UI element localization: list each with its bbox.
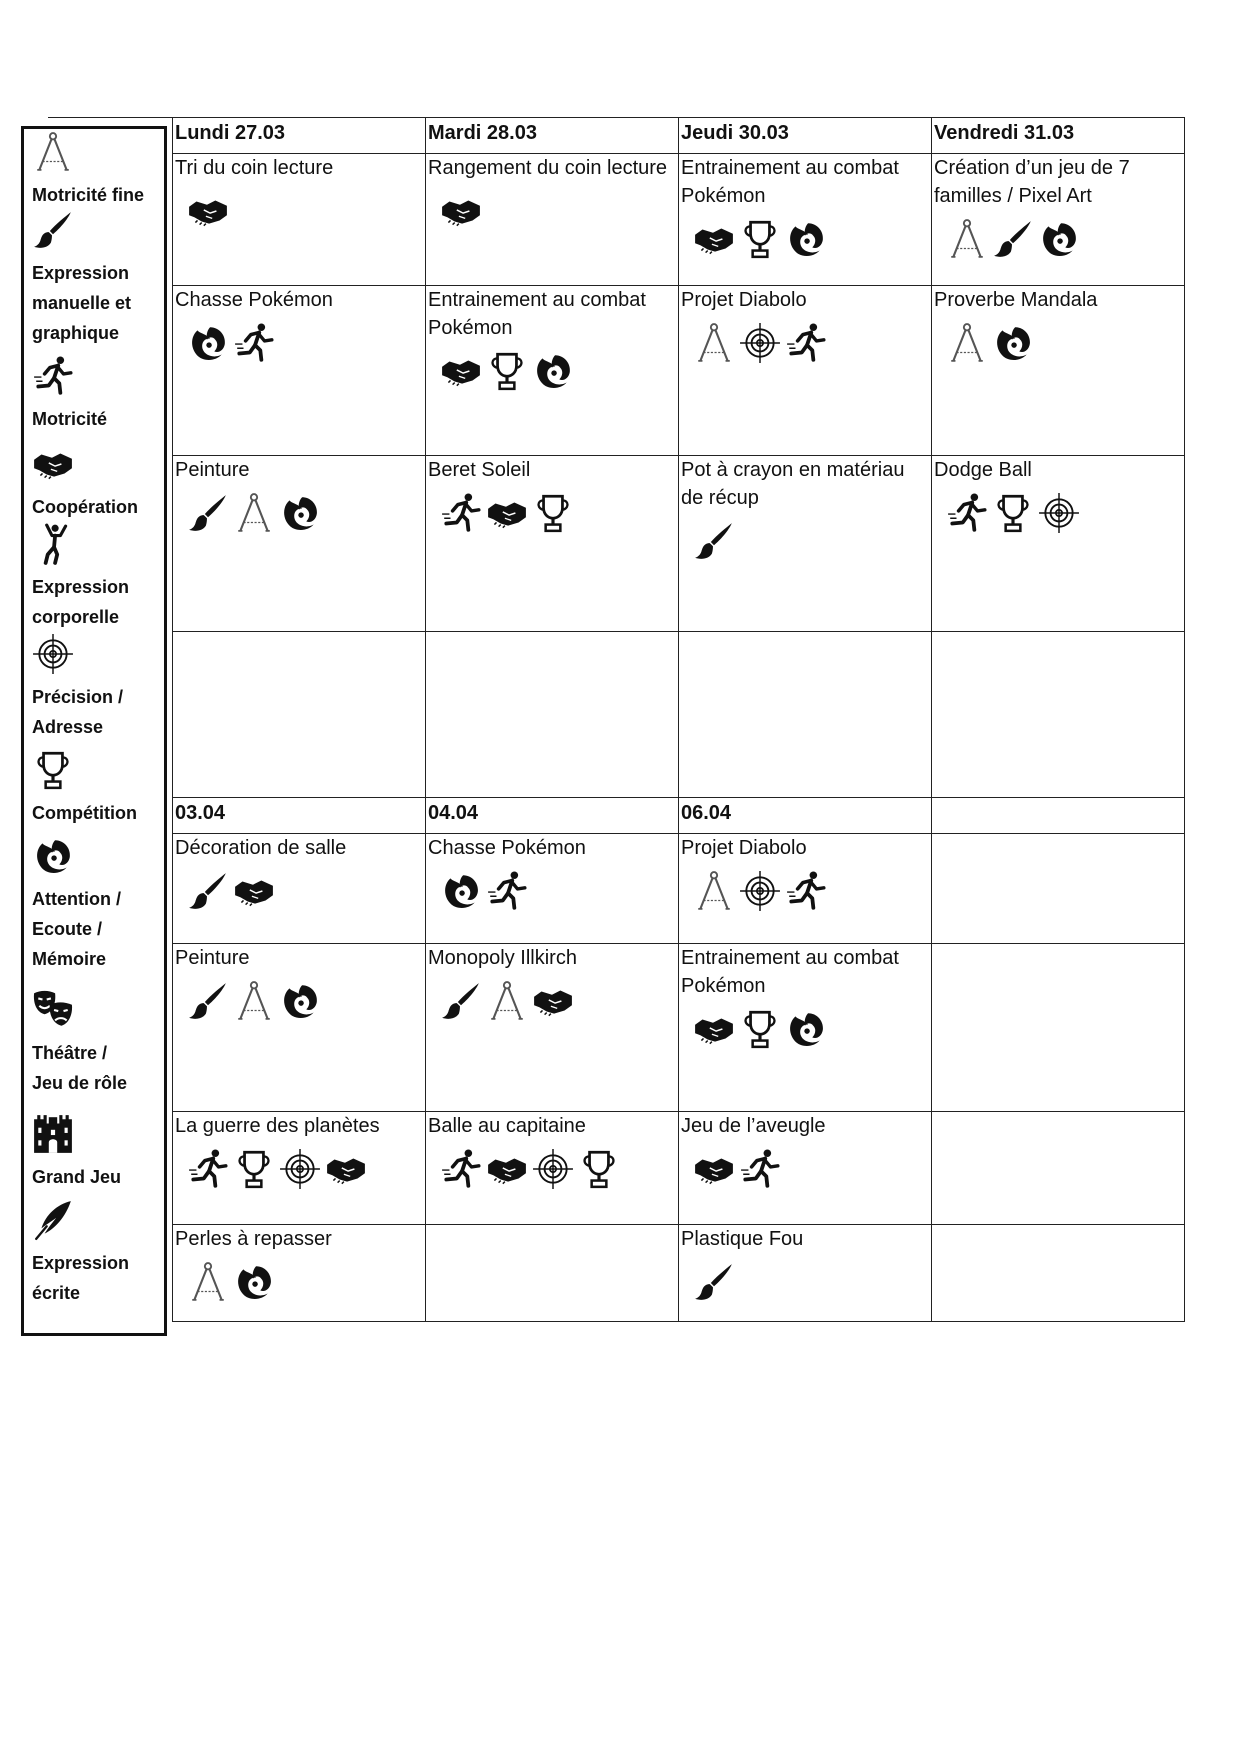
table-row [173,1112,1185,1225]
handshake-icon [486,1148,528,1190]
activity-title: La guerre des planètes [175,1115,380,1137]
activity-cell [679,456,932,632]
legend-item [32,835,164,974]
handshake-icon [440,350,482,392]
runner-icon [440,1148,482,1190]
swirl-icon [785,218,827,260]
activity-icons [175,870,423,912]
activity-cell [426,834,679,944]
activity-title: Entrainement au combat Pokémon [681,157,899,207]
activity-title: Proverbe Mandala [934,289,1098,311]
target-icon [1038,492,1080,534]
day-header: Mardi 28.03 [426,118,679,154]
runner-icon [785,870,827,912]
legend-label: Grand Jeu [32,1167,122,1187]
legend-item [32,131,164,210]
day-header: 03.04 [173,798,426,834]
activity-title: Dodge Ball [934,459,1032,481]
handshake-icon [32,443,164,490]
activity-title: Rangement du coin lecture [428,157,668,179]
legend-item [32,355,164,434]
activity-cell [426,1112,679,1225]
table-row [173,834,1185,944]
paintbrush-icon [187,870,229,912]
activity-cell [426,632,679,798]
legend-item [32,523,164,632]
handshake-icon [187,190,229,232]
activity-cell [932,1112,1185,1225]
activity-icons [428,350,676,392]
runner-icon [785,322,827,364]
day-header: Vendredi 31.03 [932,118,1185,154]
activity-icons [428,870,676,912]
activity-icons [428,492,676,534]
table-row [173,154,1185,286]
activity-icons [681,1148,929,1190]
target-icon [32,633,164,680]
runner-icon [739,1148,781,1190]
activity-cell [679,834,932,944]
swirl-icon [279,980,321,1022]
swirl-icon [233,1261,275,1303]
activity-cell [932,1225,1185,1322]
legend-label: Compétition [32,803,137,823]
activity-cell [173,456,426,632]
handshake-icon [486,492,528,534]
handshake-icon [693,218,735,260]
day-header: 06.04 [679,798,932,834]
activity-title: Plastique Fou [681,1228,804,1250]
activity-icons [681,870,929,912]
activity-icons [681,1008,929,1050]
legend-item [32,749,164,828]
table-row [173,286,1185,456]
handshake-icon [693,1008,735,1050]
paintbrush-icon [187,492,229,534]
compass-icon [233,980,275,1022]
target-icon [279,1148,321,1190]
activity-title: Tri du coin lecture [175,157,334,179]
activity-title: Beret Soleil [428,459,531,481]
paintbrush-icon [440,980,482,1022]
legend-label: Coopération [32,497,138,517]
schedule-table [172,117,1185,1322]
activity-title: Création d’un jeu de 7 familles / Pixel Art [934,157,1130,207]
table-row [173,456,1185,632]
runner-icon [440,492,482,534]
activity-cell [932,944,1185,1112]
activity-icons [428,980,676,1022]
activity-title: Monopoly Illkirch [428,947,577,969]
activity-cell [173,834,426,944]
swirl-icon [785,1008,827,1050]
swirl-icon [187,322,229,364]
activity-title: Entrainement au combat Pokémon [681,947,899,997]
compass-icon [693,870,735,912]
activity-title: Entrainement au combat Pokémon [428,289,646,339]
activity-title: Jeu de l’aveugle [681,1115,826,1137]
legend-item [32,1199,164,1308]
trophy-icon [739,1008,781,1050]
table-row [173,632,1185,798]
activity-cell [173,1225,426,1322]
activity-icons [681,520,929,562]
castle-icon [32,1113,164,1160]
legend-item [32,989,164,1098]
compass-icon [233,492,275,534]
runner-icon [233,322,275,364]
activity-icons [934,322,1182,364]
activity-icons [428,190,676,232]
legend-item [32,443,164,522]
swirl-icon [32,835,164,882]
activity-icons [175,1148,423,1190]
header-row [173,118,1185,154]
legend-label: Précision / Adresse [32,687,124,737]
activity-icons [175,322,423,364]
handshake-icon [532,980,574,1022]
theater-masks-icon [32,989,164,1036]
swirl-icon [1038,218,1080,260]
activity-title: Décoration de salle [175,837,347,859]
trophy-icon [32,749,164,796]
activity-cell [426,154,679,286]
activity-icons [681,322,929,364]
activity-cell [679,944,932,1112]
swirl-icon [532,350,574,392]
activity-title: Projet Diabolo [681,837,807,859]
day-header: 04.04 [426,798,679,834]
runner-icon [187,1148,229,1190]
activity-cell [932,154,1185,286]
trophy-icon [486,350,528,392]
activity-cell [679,632,932,798]
legend-item [32,633,164,742]
paintbrush-icon [32,209,164,256]
activity-title: Chasse Pokémon [428,837,586,859]
table-top-line [48,117,174,118]
compass-icon [32,131,164,178]
activity-cell [932,834,1185,944]
activity-icons [175,190,423,232]
activity-icons [175,980,423,1022]
compass-icon [486,980,528,1022]
activity-cell [426,456,679,632]
runner-icon [32,355,164,402]
activity-title: Pot à crayon en matériau de récup [681,459,905,509]
legend-label: Attention / Ecoute / Mémoire [32,889,121,969]
legend-label: Expression manuelle et graphique [32,263,132,343]
day-header [932,798,1185,834]
paintbrush-icon [693,520,735,562]
activity-icons [175,1261,423,1303]
paintbrush-icon [693,1261,735,1303]
paintbrush-icon [187,980,229,1022]
activity-cell [932,632,1185,798]
activity-cell [173,286,426,456]
legend-item [32,209,164,348]
legend-label: Théâtre / Jeu de rôle [32,1043,128,1093]
activity-cell [679,286,932,456]
activity-cell [173,632,426,798]
compass-icon [946,322,988,364]
activity-cell [932,456,1185,632]
activity-title: Balle au capitaine [428,1115,586,1137]
table-row [173,1225,1185,1322]
trophy-icon [739,218,781,260]
header-row [173,798,1185,834]
activity-cell [679,154,932,286]
handshake-icon [440,190,482,232]
target-icon [739,870,781,912]
activity-cell [679,1112,932,1225]
activity-icons [428,1148,676,1190]
handshake-icon [693,1148,735,1190]
handshake-icon [325,1148,367,1190]
activity-cell [679,1225,932,1322]
runner-icon [946,492,988,534]
activity-title: Chasse Pokémon [175,289,333,311]
activity-icons [175,492,423,534]
legend-label: Expression corporelle [32,577,130,627]
activity-title: Perles à repasser [175,1228,332,1250]
activity-cell [932,286,1185,456]
handshake-icon [233,870,275,912]
swirl-icon [279,492,321,534]
target-icon [532,1148,574,1190]
activity-cell [426,286,679,456]
dancer-icon [32,523,164,570]
legend-panel [21,126,167,1336]
activity-cell [426,944,679,1112]
activity-cell [426,1225,679,1322]
legend-label: Motricité [32,409,108,429]
activity-title: Peinture [175,459,250,481]
activity-title: Peinture [175,947,250,969]
activity-cell [173,944,426,1112]
activity-icons [934,492,1182,534]
compass-icon [946,218,988,260]
activity-cell [173,1112,426,1225]
table-row [173,944,1185,1112]
trophy-icon [532,492,574,534]
activity-icons [934,218,1182,260]
trophy-icon [233,1148,275,1190]
paintbrush-icon [992,218,1034,260]
compass-icon [693,322,735,364]
activity-icons [681,218,929,260]
legend-label: Motricité fine [32,185,145,205]
activity-icons [681,1261,929,1303]
runner-icon [486,870,528,912]
target-icon [739,322,781,364]
swirl-icon [992,322,1034,364]
trophy-icon [992,492,1034,534]
activity-cell [173,154,426,286]
activity-title: Projet Diabolo [681,289,807,311]
quill-icon [32,1199,164,1246]
legend-item [32,1113,164,1192]
day-header: Jeudi 30.03 [679,118,932,154]
swirl-icon [440,870,482,912]
trophy-icon [578,1148,620,1190]
compass-icon [187,1261,229,1303]
day-header: Lundi 27.03 [173,118,426,154]
legend-label: Expression écrite [32,1253,130,1303]
